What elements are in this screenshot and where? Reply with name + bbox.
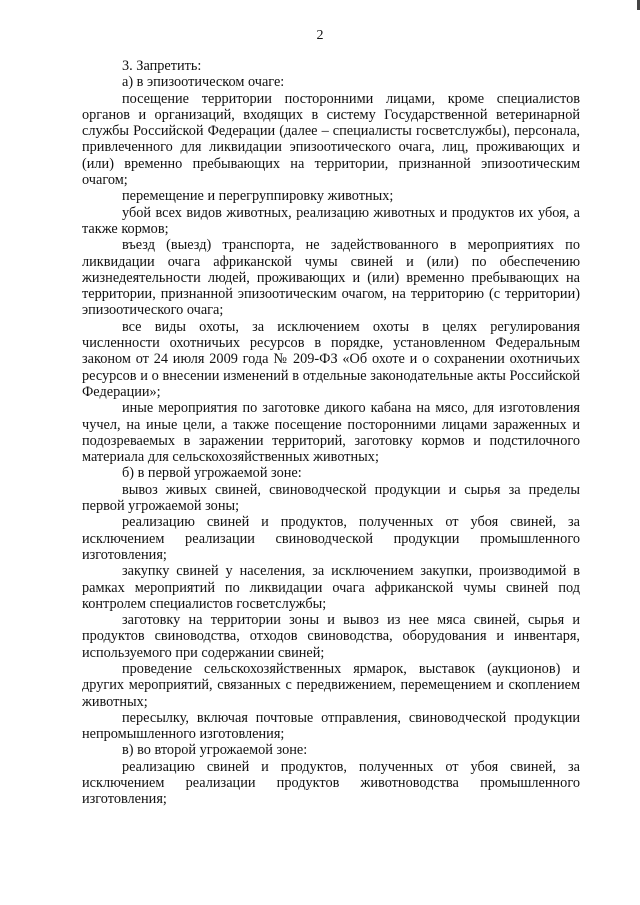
- paragraph: въезд (выезд) транспорта, не задействованного в мероприятиях по ликвидации очага африканской чумы свиней и (или) по обеспечению жизнедеятельности людей, проживающих и (или) временно пребывающих на территории, признанной эпизоотическим очагом, на территорию (с территории) эпизоотического очага;: [82, 237, 580, 319]
- paragraph: вывоз живых свиней, свиноводческой продукции и сырья за пределы первой угрожаемой зоны;: [82, 481, 580, 515]
- document-body: [82, 58, 580, 808]
- page-number: 2: [316, 28, 324, 43]
- paragraph: убой всех видов животных, реализацию животных и продуктов их убоя, а также кормов;: [82, 204, 580, 237]
- paragraph: заготовку на территории зоны и вывоз из нее мяса свиней, сырья и продуктов свиноводства, отходов свиноводства, оборудования и инвентаря, используемого при содержании свиней;: [82, 612, 580, 661]
- paragraph: перемещение и перегруппировку животных;: [122, 188, 394, 205]
- paragraph: закупку свиней у населения, за исключением закупки, производимой в рамках мероприятий по ликвидации очага африканской чумы свиней под контролем специалистов госветслужбы;: [82, 563, 580, 612]
- paragraph-subitem-a: а) в эпизоотическом очаге:: [122, 74, 285, 91]
- paragraph: реализацию свиней и продуктов, полученных от убоя свиней, за исключением реализации свиноводческой продукции промышленного изготовления;: [82, 514, 580, 563]
- paragraph-subitem-b: б) в первой угрожаемой зоне:: [122, 465, 302, 482]
- paragraph: пересылку, включая почтовые отправления, свиноводческой продукции непромышленного изготовления;: [82, 709, 580, 743]
- paragraph-item-3-heading: 3. Запретить:: [122, 58, 202, 74]
- paragraph: проведение сельскохозяйственных ярмарок, выставок (аукционов) и других мероприятий, связанных с передвижением, перемещением и скоплением животных;: [82, 660, 580, 710]
- paragraph: реализацию свиней и продуктов, полученных от убоя свиней, за исключением реализации продуктов животноводства промышленного изготовления;: [82, 758, 580, 808]
- paragraph-subitem-v: в) во второй угрожаемой зоне:: [122, 742, 308, 759]
- paragraph: иные мероприятия по заготовке дикого кабана на мясо, для изготовления чучел, на иные цели, а также посещение посторонними лицами зараженных и подозреваемых в заражении территорий, заготовку кормов и подстилочного материала для сельскохозяйственных животных;: [82, 400, 580, 466]
- paragraph: все виды охоты, за исключением охоты в целях регулирования численности охотничьих ресурсов в порядке, установленном Федеральным законом от 24 июля 2009 года № 209-ФЗ «Об охоте и о сохранении охотничьих ресурсов и о внесении изменений в отдельные законодательные акты Российской Федерации»;: [82, 318, 580, 400]
- paragraph: посещение территории посторонними лицами, кроме специалистов органов и организаций, входящих в систему Государственной ветеринарной службы Российской Федерации (далее – специалисты госветслужбы), персонала, привлеченного для ликвидации эпизоотического очага, лиц, проживающих и (или) временно пребывающих на территории, признанной эпизоотическим очагом;: [82, 90, 580, 189]
